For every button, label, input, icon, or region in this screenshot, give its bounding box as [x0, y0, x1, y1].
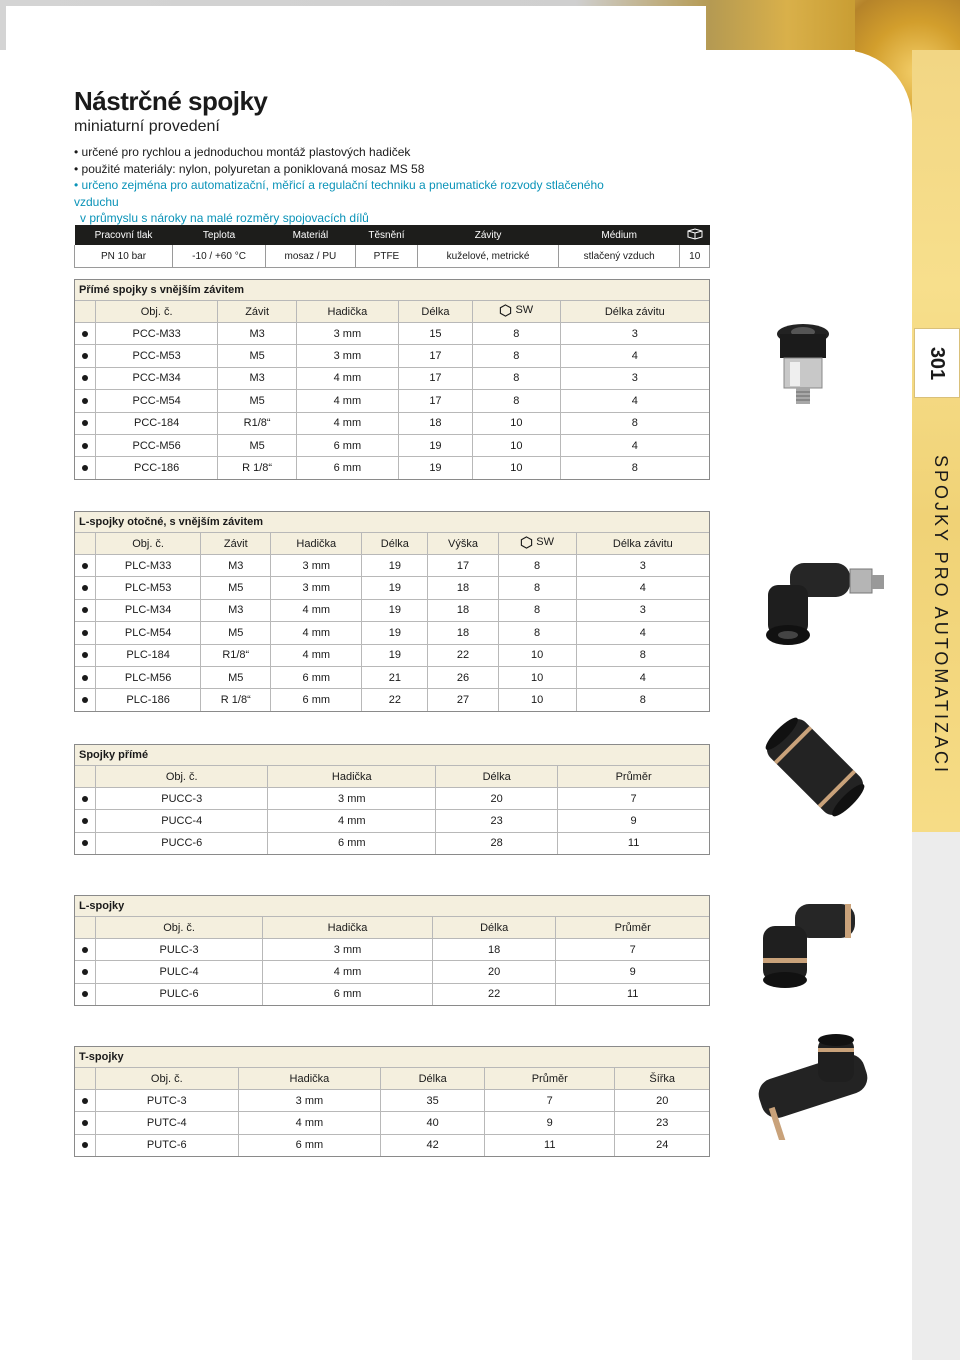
table-cell: M5 — [201, 622, 271, 644]
product-table — [75, 301, 709, 479]
column-header: Obj. č. — [96, 766, 268, 788]
feature-item: • použité materiály: nylon, polyuretan a poniklovaná mosaz MS 58 — [74, 161, 425, 176]
table-row — [75, 1112, 709, 1134]
table-cell: 23 — [436, 810, 558, 832]
table-cell: 11 — [556, 983, 709, 1005]
table-cell: 26 — [428, 666, 498, 688]
spec-header: Médium — [558, 225, 680, 245]
table-row — [75, 345, 709, 367]
table-row — [75, 457, 709, 479]
column-header: Hadička — [271, 533, 362, 555]
column-header — [473, 301, 561, 323]
column-header: Délka — [398, 301, 472, 323]
table-cell: PCC-M54 — [96, 390, 218, 412]
table-row — [75, 555, 709, 577]
bullet-dot-icon — [82, 818, 88, 824]
bullet-cell — [75, 788, 96, 810]
table-row — [75, 367, 709, 389]
table-cell: 17 — [398, 367, 472, 389]
table-row — [75, 390, 709, 412]
table-cell: 19 — [362, 577, 428, 599]
sw-label: SW — [515, 304, 534, 316]
category-title: SPOJKY PRO AUTOMATIZACI — [931, 454, 951, 776]
feature-item: • určeno zejména pro automatizační, měřicí a regulační techniku a pneumatické rozvody stlačeného vzduchu — [74, 178, 604, 209]
bullet-cell — [75, 622, 96, 644]
bullet-column-header — [75, 301, 96, 323]
spec-header: Těsnění — [355, 225, 418, 245]
bullet-dot-icon — [82, 465, 88, 471]
bullet-dot-icon — [82, 652, 88, 658]
table-cell: PULC-4 — [96, 961, 263, 983]
page-title: Nástrčné spojky — [74, 86, 268, 116]
table-cell: 18 — [428, 577, 498, 599]
table-row — [75, 622, 709, 644]
bullet-column-header — [75, 533, 96, 555]
table-row — [75, 810, 709, 832]
bullet-dot-icon — [82, 1098, 88, 1104]
table-cell: 3 mm — [263, 939, 433, 961]
bullet-dot-icon — [82, 585, 88, 591]
bullet-cell — [75, 577, 96, 599]
table-row — [75, 1134, 709, 1156]
bullet-column-header — [75, 917, 96, 939]
table-cell: 10 — [498, 666, 576, 688]
feature-list — [74, 144, 634, 227]
table-cell: PLC-M54 — [96, 622, 201, 644]
table-cell: 4 — [560, 345, 709, 367]
table-cell: 6 mm — [263, 983, 433, 1005]
table-cell: 4 mm — [263, 961, 433, 983]
spec-value: kuželové, metrické — [418, 245, 559, 268]
table-cell: 7 — [485, 1090, 615, 1112]
column-header: Obj. č. — [96, 533, 201, 555]
hexagon-icon — [520, 536, 533, 549]
table-cell: 9 — [556, 961, 709, 983]
spec-header: Závity — [418, 225, 559, 245]
table-cell: 17 — [398, 390, 472, 412]
bullet-cell — [75, 345, 96, 367]
page-number: 301 — [926, 346, 949, 380]
table-cell: 19 — [362, 555, 428, 577]
column-header — [498, 533, 576, 555]
table-cell: R1/8“ — [218, 412, 297, 434]
package-icon — [687, 228, 703, 240]
table-cell: 6 mm — [271, 689, 362, 711]
column-header: Délka — [432, 917, 556, 939]
bullet-dot-icon — [82, 420, 88, 426]
bullet-dot-icon — [82, 796, 88, 802]
spec-table — [74, 225, 710, 268]
section-pcc — [74, 279, 710, 480]
table-cell: 18 — [432, 939, 556, 961]
bullet-cell — [75, 832, 96, 854]
table-cell: PUTC-4 — [96, 1112, 239, 1134]
table-cell: 3 mm — [238, 1090, 381, 1112]
column-header: Průměr — [558, 766, 709, 788]
table-cell: M3 — [218, 323, 297, 345]
bullet-cell — [75, 1090, 96, 1112]
table-cell: 9 — [485, 1112, 615, 1134]
bullet-cell — [75, 1134, 96, 1156]
table-cell: 6 mm — [268, 832, 436, 854]
table-cell: PCC-M56 — [96, 434, 218, 456]
column-header: Výška — [428, 533, 498, 555]
spec-value: stlačený vzduch — [558, 245, 680, 268]
bullet-dot-icon — [82, 607, 88, 613]
section-pulc — [74, 895, 710, 1006]
table-cell: 22 — [428, 644, 498, 666]
pcc-fitting-image — [768, 322, 838, 414]
table-row — [75, 323, 709, 345]
table-cell: 6 mm — [296, 457, 398, 479]
top-white-area — [6, 6, 706, 50]
table-cell: 3 — [560, 323, 709, 345]
bullet-cell — [75, 555, 96, 577]
table-cell: 4 mm — [296, 390, 398, 412]
table-cell: 3 mm — [271, 577, 362, 599]
column-header: Průměr — [485, 1068, 615, 1090]
page-number-box — [914, 328, 960, 398]
table-cell: M5 — [218, 345, 297, 367]
column-header: Závit — [218, 301, 297, 323]
table-row — [75, 689, 709, 711]
table-cell: PCC-M34 — [96, 367, 218, 389]
table-cell: 17 — [428, 555, 498, 577]
table-cell: 23 — [615, 1112, 709, 1134]
bullet-cell — [75, 412, 96, 434]
table-cell: PCC-184 — [96, 412, 218, 434]
table-cell: PLC-M56 — [96, 666, 201, 688]
bullet-dot-icon — [82, 630, 88, 636]
table-cell: 3 mm — [268, 788, 436, 810]
sw-label: SW — [536, 536, 554, 548]
table-cell: 8 — [473, 390, 561, 412]
table-cell: 8 — [576, 644, 709, 666]
spec-value: 10 — [680, 245, 710, 268]
table-cell: PUTC-6 — [96, 1134, 239, 1156]
table-cell: PUCC-4 — [96, 810, 268, 832]
column-header: Šířka — [615, 1068, 709, 1090]
table-cell: M3 — [218, 367, 297, 389]
bullet-dot-icon — [82, 1120, 88, 1126]
feature-item: • určené pro rychlou a jednoduchou montáž plastových hadiček — [74, 145, 411, 159]
table-cell: 9 — [558, 810, 709, 832]
table-cell: PLC-184 — [96, 644, 201, 666]
table-cell: 20 — [615, 1090, 709, 1112]
column-header: Obj. č. — [96, 301, 218, 323]
table-cell: 8 — [560, 457, 709, 479]
table-cell: 4 mm — [271, 622, 362, 644]
table-cell: 27 — [428, 689, 498, 711]
table-cell: M5 — [218, 434, 297, 456]
spec-value: mosaz / PU — [266, 245, 356, 268]
table-cell: 8 — [498, 555, 576, 577]
feature-item: v průmyslu s nároky na malé rozměry spojovacích dílů — [80, 211, 369, 225]
bullet-cell — [75, 1112, 96, 1134]
bullet-column-header — [75, 1068, 96, 1090]
table-cell: 4 mm — [296, 367, 398, 389]
bullet-cell — [75, 939, 96, 961]
table-cell: 7 — [558, 788, 709, 810]
table-cell: 6 mm — [296, 434, 398, 456]
table-cell: 10 — [473, 412, 561, 434]
bullet-dot-icon — [82, 947, 88, 953]
table-cell: PLC-M34 — [96, 599, 201, 621]
table-cell: PULC-6 — [96, 983, 263, 1005]
spec-value: -10 / +60 °C — [173, 245, 266, 268]
table-cell: 10 — [473, 457, 561, 479]
product-table — [75, 533, 709, 711]
table-row — [75, 434, 709, 456]
product-table — [75, 766, 709, 854]
sw-header — [499, 304, 533, 317]
table-row — [75, 599, 709, 621]
table-cell: 8 — [473, 345, 561, 367]
table-cell: 19 — [362, 644, 428, 666]
bullet-dot-icon — [82, 353, 88, 359]
bullet-cell — [75, 961, 96, 983]
corner-white-cut — [700, 50, 912, 180]
table-cell: 3 — [560, 367, 709, 389]
table-cell: 20 — [432, 961, 556, 983]
column-header: Obj. č. — [96, 917, 263, 939]
table-cell: 8 — [576, 689, 709, 711]
table-cell: 8 — [498, 622, 576, 644]
table-row — [75, 961, 709, 983]
table-cell: 3 mm — [271, 555, 362, 577]
bullet-cell — [75, 983, 96, 1005]
table-cell: PLC-186 — [96, 689, 201, 711]
table-cell: 4 — [576, 577, 709, 599]
bullet-cell — [75, 390, 96, 412]
table-cell: 4 mm — [268, 810, 436, 832]
table-cell: 40 — [381, 1112, 485, 1134]
table-cell: M5 — [201, 666, 271, 688]
table-cell: 18 — [398, 412, 472, 434]
column-header: Hadička — [238, 1068, 381, 1090]
column-header: Závit — [201, 533, 271, 555]
bullet-dot-icon — [82, 697, 88, 703]
table-cell: PULC-3 — [96, 939, 263, 961]
table-row — [75, 939, 709, 961]
section-title: L-spojky otočné, s vnějším závitem — [75, 512, 709, 533]
spec-value: PN 10 bar — [75, 245, 173, 268]
section-pucc — [74, 744, 710, 855]
table-cell: 7 — [556, 939, 709, 961]
table-cell: 21 — [362, 666, 428, 688]
bullet-dot-icon — [82, 443, 88, 449]
column-header: Délka závitu — [576, 533, 709, 555]
table-cell: PCC-M33 — [96, 323, 218, 345]
table-cell: PLC-M53 — [96, 577, 201, 599]
putc-fitting-image — [748, 1030, 878, 1140]
table-row — [75, 666, 709, 688]
spec-header-icon — [680, 225, 710, 245]
column-header: Obj. č. — [96, 1068, 239, 1090]
table-cell: 28 — [436, 832, 558, 854]
table-cell: 6 mm — [238, 1134, 381, 1156]
table-cell: 4 — [576, 666, 709, 688]
bullet-dot-icon — [82, 1142, 88, 1148]
table-row — [75, 577, 709, 599]
column-header: Hadička — [263, 917, 433, 939]
bullet-dot-icon — [82, 563, 88, 569]
bullet-cell — [75, 810, 96, 832]
section-title: T-spojky — [75, 1047, 709, 1068]
table-cell: 15 — [398, 323, 472, 345]
table-cell: 10 — [498, 689, 576, 711]
section-title: L-spojky — [75, 896, 709, 917]
bullet-dot-icon — [82, 675, 88, 681]
table-cell: 22 — [432, 983, 556, 1005]
bullet-cell — [75, 457, 96, 479]
table-cell: 3 mm — [296, 323, 398, 345]
bullet-dot-icon — [82, 969, 88, 975]
table-cell: 20 — [436, 788, 558, 810]
bullet-dot-icon — [82, 375, 88, 381]
table-row — [75, 832, 709, 854]
table-cell: 4 — [560, 390, 709, 412]
bullet-cell — [75, 689, 96, 711]
table-cell: 10 — [473, 434, 561, 456]
table-cell: 22 — [362, 689, 428, 711]
column-header: Délka — [362, 533, 428, 555]
pucc-fitting-image — [760, 712, 870, 822]
table-cell: 4 — [576, 622, 709, 644]
bullet-dot-icon — [82, 398, 88, 404]
table-cell: R1/8“ — [201, 644, 271, 666]
table-cell: 19 — [362, 599, 428, 621]
table-cell: PLC-M33 — [96, 555, 201, 577]
section-putc — [74, 1046, 710, 1157]
plc-fitting-image — [760, 555, 890, 650]
table-cell: 4 mm — [296, 412, 398, 434]
bullet-dot-icon — [82, 840, 88, 846]
section-title: Přímé spojky s vnějším závitem — [75, 280, 709, 301]
table-cell: 8 — [498, 577, 576, 599]
table-row — [75, 412, 709, 434]
table-cell: 42 — [381, 1134, 485, 1156]
table-cell: 3 — [576, 599, 709, 621]
product-table — [75, 1068, 709, 1156]
column-header: Průměr — [556, 917, 709, 939]
table-cell: 11 — [558, 832, 709, 854]
table-cell: 8 — [473, 367, 561, 389]
section-title: Spojky přímé — [75, 745, 709, 766]
table-cell: 8 — [560, 412, 709, 434]
table-cell: 35 — [381, 1090, 485, 1112]
spec-header: Pracovní tlak — [75, 225, 173, 245]
table-cell: R 1/8“ — [201, 689, 271, 711]
table-cell: M3 — [201, 599, 271, 621]
bullet-cell — [75, 434, 96, 456]
page-subtitle: miniaturní provedení — [74, 118, 220, 135]
table-cell: 8 — [473, 323, 561, 345]
table-cell: R 1/8“ — [218, 457, 297, 479]
sw-header — [520, 536, 554, 549]
bullet-dot-icon — [82, 991, 88, 997]
column-header: Délka — [381, 1068, 485, 1090]
bullet-cell — [75, 644, 96, 666]
table-cell: PCC-186 — [96, 457, 218, 479]
table-row — [75, 788, 709, 810]
table-cell: 18 — [428, 599, 498, 621]
column-header: Délka závitu — [560, 301, 709, 323]
bullet-column-header — [75, 766, 96, 788]
table-cell: 24 — [615, 1134, 709, 1156]
table-cell: 11 — [485, 1134, 615, 1156]
table-cell: PCC-M53 — [96, 345, 218, 367]
table-cell: 17 — [398, 345, 472, 367]
table-cell: M3 — [201, 555, 271, 577]
table-cell: 19 — [362, 622, 428, 644]
bullet-cell — [75, 599, 96, 621]
table-row — [75, 644, 709, 666]
spec-header: Teplota — [173, 225, 266, 245]
bullet-cell — [75, 323, 96, 345]
table-cell: PUCC-3 — [96, 788, 268, 810]
pulc-fitting-image — [755, 900, 875, 990]
product-table — [75, 917, 709, 1005]
table-cell: 4 — [560, 434, 709, 456]
table-cell: 4 mm — [271, 599, 362, 621]
table-cell: M5 — [218, 390, 297, 412]
section-plc — [74, 511, 710, 712]
table-cell: PUTC-3 — [96, 1090, 239, 1112]
bullet-cell — [75, 367, 96, 389]
bullet-dot-icon — [82, 331, 88, 337]
table-cell: 6 mm — [271, 666, 362, 688]
table-cell: 3 mm — [296, 345, 398, 367]
table-cell: M5 — [201, 577, 271, 599]
column-header: Délka — [436, 766, 558, 788]
hexagon-icon — [499, 304, 512, 317]
table-cell: 4 mm — [238, 1112, 381, 1134]
table-row — [75, 1090, 709, 1112]
table-cell: 19 — [398, 434, 472, 456]
table-cell: 19 — [398, 457, 472, 479]
column-header: Hadička — [268, 766, 436, 788]
spec-value: PTFE — [355, 245, 418, 268]
table-cell: 4 mm — [271, 644, 362, 666]
table-cell: 18 — [428, 622, 498, 644]
table-cell: 8 — [498, 599, 576, 621]
table-cell: PUCC-6 — [96, 832, 268, 854]
bullet-cell — [75, 666, 96, 688]
table-row — [75, 983, 709, 1005]
spec-header: Materiál — [266, 225, 356, 245]
column-header: Hadička — [296, 301, 398, 323]
table-cell: 3 — [576, 555, 709, 577]
table-cell: 10 — [498, 644, 576, 666]
